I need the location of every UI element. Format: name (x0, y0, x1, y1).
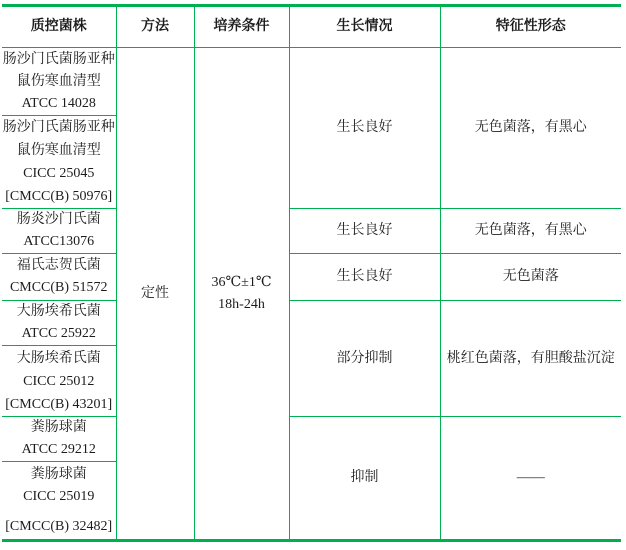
strain-name-line: 大肠埃希氏菌 (16, 350, 101, 366)
header-culture-condition: 培养条件 (194, 6, 289, 48)
strain-cell (2, 417, 116, 462)
table-row (2, 48, 621, 116)
strain-code-line: CMCC(B) 51572 (9, 280, 108, 295)
strain-code-line: ATCC 25922 (21, 326, 96, 341)
method-cell (116, 48, 194, 541)
qc-strain-table (2, 4, 621, 542)
strain-code-line: CICC 25012 (23, 373, 95, 389)
growth-status-cell: 生长良好 (289, 209, 440, 254)
growth-status-cell: 生长良好 (289, 48, 440, 209)
strain-name-line: 肠沙门氏菌肠亚种 (2, 120, 115, 135)
header-qc-strain: 质控菌株 (2, 6, 116, 48)
table-row (2, 417, 621, 462)
strain-cell (2, 346, 116, 417)
morphology-cell: —— (440, 417, 621, 541)
table-row (2, 301, 621, 346)
strain-cell (2, 301, 116, 346)
header-growth-status: 生长情况 (289, 6, 440, 48)
method-value: 定性 (141, 285, 169, 301)
strain-code-line: ATCC 29212 (21, 442, 96, 457)
culture-time-line: 18h-24h (218, 296, 265, 312)
strain-name-line: 福氏志贺氏菌 (16, 258, 101, 273)
strain-name-line: 粪肠球菌 (30, 466, 87, 482)
header-morphology: 特征性形态 (440, 6, 621, 48)
morphology-cell: 无色菌落，有黑心 (440, 209, 621, 254)
strain-cell (2, 116, 116, 209)
strain-cell (2, 48, 116, 116)
strain-name-line: 鼠伤寒血清型 (16, 143, 101, 158)
strain-code-line: ATCC13076 (23, 234, 95, 249)
morphology-cell: 桃红色菌落，有胆酸盐沉淀 (440, 301, 621, 417)
table-row (2, 254, 621, 301)
strain-name-line: 肠沙门氏菌肠亚种 (2, 51, 115, 67)
growth-status-cell: 抑制 (289, 417, 440, 541)
strain-cell (2, 254, 116, 301)
strain-name-line: 大肠埃希氏菌 (16, 304, 101, 319)
growth-status-cell: 生长良好 (289, 254, 440, 301)
strain-name-line: 肠炎沙门氏菌 (16, 212, 101, 227)
culture-condition-cell (194, 48, 289, 541)
strain-name-line: 粪肠球菌 (30, 420, 87, 435)
growth-status-cell: 部分抑制 (289, 301, 440, 417)
strain-code-line: [CMCC(B) 32482] (5, 518, 113, 534)
strain-code-line: CICC 25019 (23, 488, 95, 504)
header-method: 方法 (116, 6, 194, 48)
culture-temp-line: 36℃±1℃ (211, 274, 272, 290)
morphology-cell: 无色菌落 (440, 254, 621, 301)
morphology-cell: 无色菌落，有黑心 (440, 48, 621, 209)
strain-code-line: CICC 25045 (23, 166, 95, 181)
header-row (2, 6, 621, 48)
strain-code-line: ATCC 14028 (21, 95, 96, 111)
strain-cell (2, 209, 116, 254)
strain-cell (2, 462, 116, 541)
strain-code-line: [CMCC(B) 43201] (5, 396, 113, 412)
table-row (2, 209, 621, 254)
strain-name-line: 鼠伤寒血清型 (16, 73, 101, 89)
strain-code-line: [CMCC(B) 50976] (5, 189, 113, 204)
